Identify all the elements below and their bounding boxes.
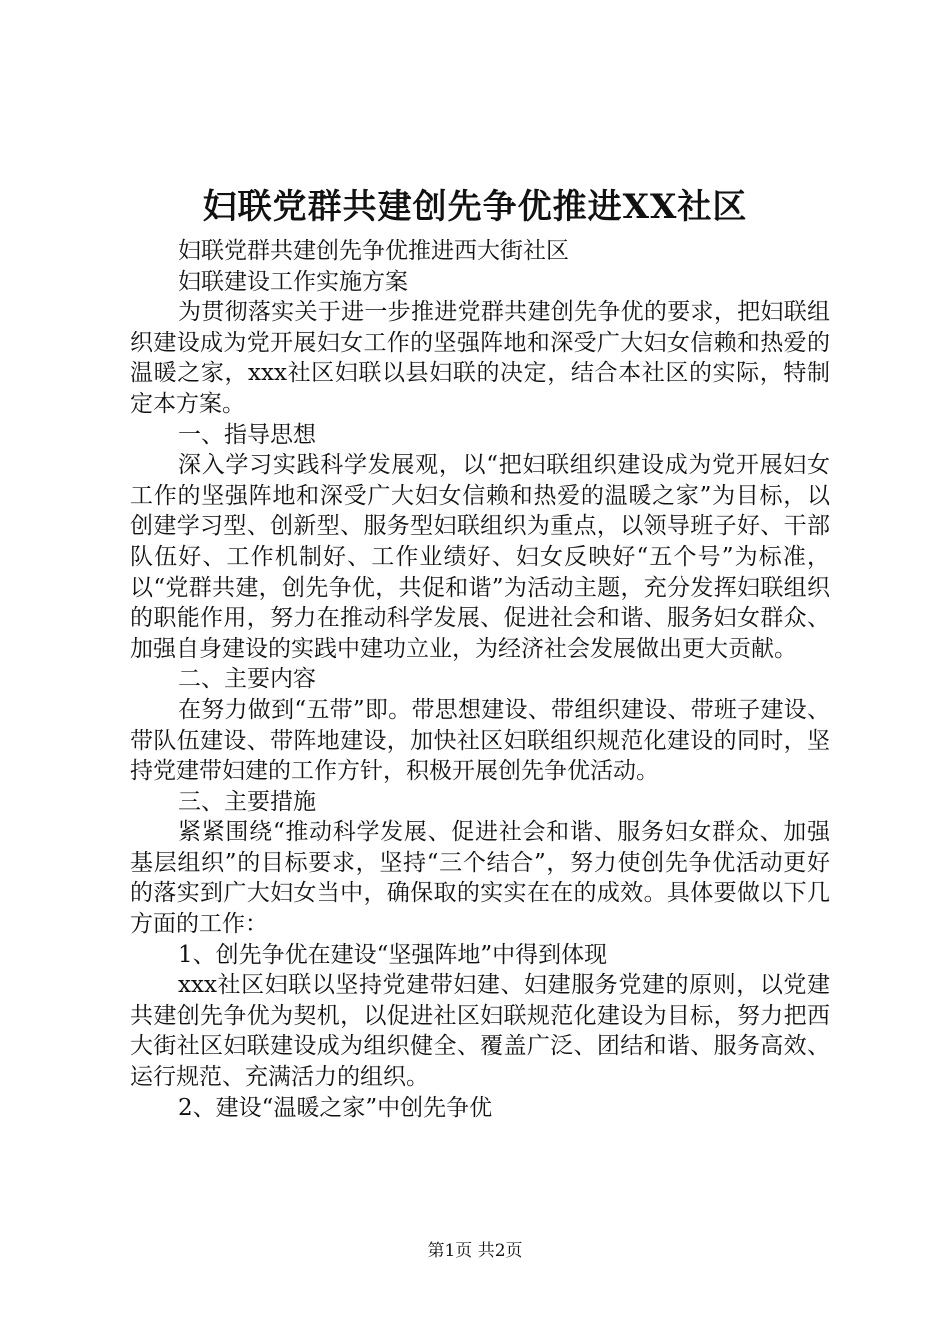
main-measures-paragraph: 紧紧围绕“推动科学发展、促进社会和谐、服务妇女群众、加强基层组织”的目标要求，坚持“三个结合”，努力使创先争优活动更好的落实到广大妇女当中，确保取的实实在在的成效。具体要做以下几方面的工作：: [130, 819, 830, 938]
document-body: [130, 236, 830, 1123]
guiding-ideology-paragraph: 深入学习实践科学发展观，以“把妇联组织建设成为党开展妇女工作的坚强阵地和深受广大妇女信赖和热爱的温暖之家”为目标，以创建学习型、创新型、服务型妇联组织为重点，以领导班子好、干部队伍好、工作机制好、工作业绩好、妇女反映好“五个号”为标准，以“党群共建，创先争优，共促和谐”为活动主题，充分发挥妇联组织的职能作用，努力在推动科学发展、促进社会和谐、服务妇女群众、加强自身建设的实践中建功立业，为经济社会发展做出更大贡献。: [130, 452, 830, 662]
subsection-heading-1: 1、创先争优在建设“坚强阵地”中得到体现: [178, 941, 608, 968]
subtitle-line-1: 妇联党群共建创先争优推进西大街社区: [178, 238, 569, 264]
subsection-heading-2: 2、建设“温暖之家”中创先争优: [178, 1094, 493, 1121]
intro-paragraph: 为贯彻落实关于进一步推进党群共建创先争优的要求，把妇联组织建设成为党开展妇女工作的坚强阵地和深受广大妇女信赖和热爱的温暖之家，xxx社区妇联以县妇联的决定，结合本社区的实际，特制定本方案。: [130, 299, 830, 417]
section-heading-main-measures: 三、主要措施: [178, 788, 316, 815]
subsection-1-paragraph: xxx社区妇联以坚持党建带妇建、妇建服务党建的原则，以党建共建创先争优为契机，以促进社区妇联规范化建设为目标，努力把西大街社区妇联建设成为组织健全、覆盖广泛、团结和谐、服务高效、运行规范、充满活力的组织。: [130, 972, 830, 1091]
section-heading-main-content: 二、主要内容: [178, 666, 316, 693]
section-heading-guiding-ideology: 一、指导思想: [178, 421, 316, 448]
document-title: 妇联党群共建创先争优推进XX社区: [202, 187, 748, 227]
main-content-paragraph: 在努力做到“五带”即。带思想建设、带组织建设、带班子建设、带队伍建设、带阵地建设，加快社区妇联组织规范化建设的同时，坚持党建带妇建的工作方针，积极开展创先争优活动。: [130, 696, 830, 785]
subtitle-line-2: 妇联建设工作实施方案: [178, 268, 408, 295]
page-number-footer: 第1页 共2页: [427, 1241, 523, 1261]
